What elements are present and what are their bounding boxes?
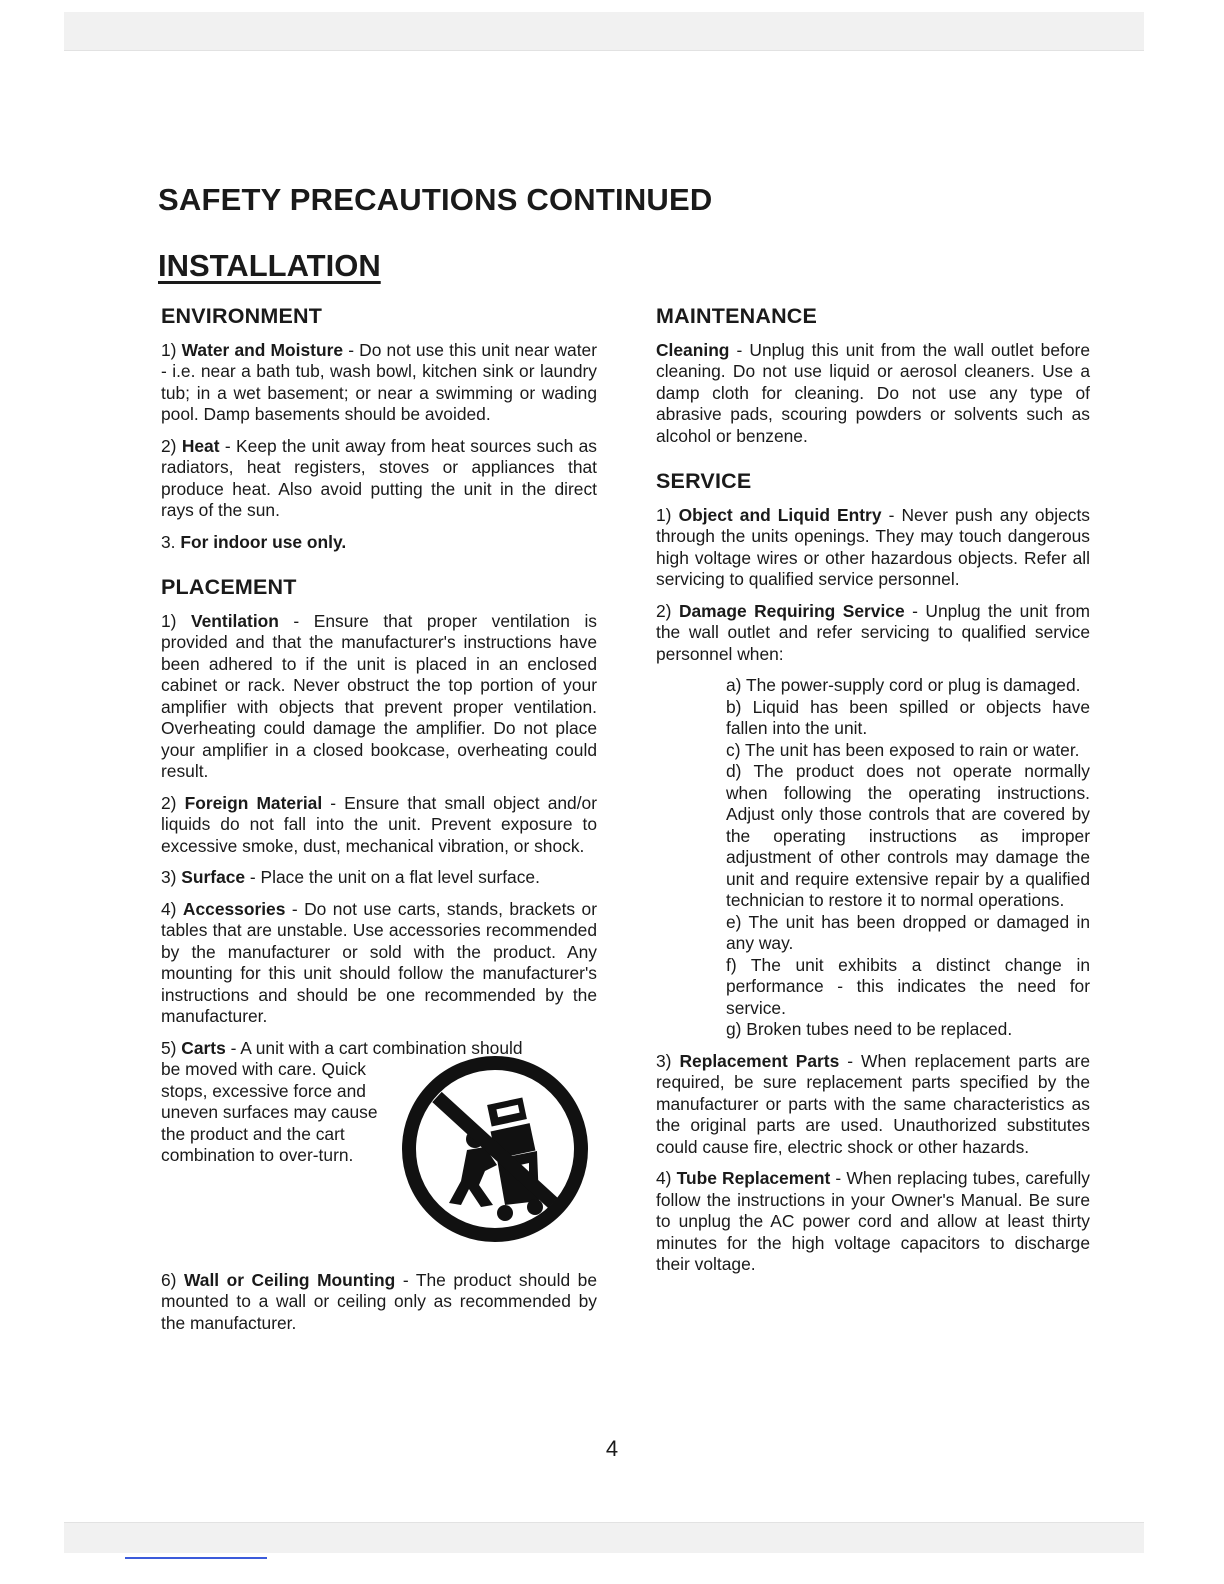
- environment-item-2: 2) Heat - Keep the unit away from heat sources such as radiators, heat registers, stoves or appliances that produce heat. Also avoid putting the unit in the direct rays of the sun.: [161, 435, 597, 520]
- page-title: SAFETY PRECAUTIONS CONTINUED: [158, 182, 713, 217]
- environment-item-3: 3. For indoor use only.: [161, 531, 347, 552]
- condition-d: d) The product does not operate normally when following the operating instructions. Adjust only those controls that are covered by the operating instructions as improper adjustment of other controls may damage the unit and require extensive repair by a qualified technician to restore it to normal operations.: [726, 761, 1090, 910]
- scan-footer-band: [64, 1522, 1144, 1553]
- placement-item-1: 1) Ventilation - Ensure that proper ventilation is provided and that the manufacturer's instructions have been adhered to if the unit is placed in an enclosed cabinet or rack. Never obstruct the top portion of your amplifier with objects that prevent proper ventilation. Overheating could damage the amplifier. Do not place your amplifier in a closed bookcase, overheating could result.: [161, 610, 598, 781]
- condition-g: g) Broken tubes need to be replaced.: [726, 1019, 1013, 1039]
- condition-e: e) The unit has been dropped or damaged in any way.: [726, 911, 1090, 953]
- condition-c: c) The unit has been exposed to rain or water.: [726, 739, 1080, 760]
- condition-a: a) The power-supply cord or plug is damaged.: [726, 675, 1081, 695]
- placement-item-6: 6) Wall or Ceiling Mounting - The product should be mounted to a wall or ceiling only as recommended by the manufacturer.: [161, 1269, 598, 1333]
- carts-text: be moved with care. Quick stops, excessive force and uneven surfaces may cause the product and the cart combination to over-turn.: [161, 1059, 378, 1165]
- left-column: [161, 306, 597, 1344]
- service-item-2: 2) Damage Requiring Service - Unplug the unit from the wall outlet and refer servicing to qualified service personnel when:: [656, 600, 1090, 664]
- condition-b: b) Liquid has been spilled or objects have fallen into the unit.: [726, 696, 1090, 738]
- page-number: 4: [605, 1436, 619, 1461]
- environment-heading: ENVIRONMENT: [161, 304, 323, 328]
- right-column: [656, 306, 1090, 1286]
- section-heading: INSTALLATION: [158, 248, 381, 283]
- placement-item-4: 4) Accessories - Do not use carts, stands, brackets or tables that are unstable. Use accessories recommended by the manufacturer or sold with the product. Any mounting for this unit should follow the manufacturer's instructions and should be one recommended by the manufacturer.: [161, 898, 598, 1026]
- service-conditions-list: [726, 675, 1090, 1041]
- condition-f: f) The unit exhibits a distinct change in performance - this indicates the need for service.: [726, 954, 1090, 1018]
- service-item-3: 3) Replacement Parts - When replacement parts are required, be sure replacement parts specified by the manufacturer or parts with the same characteristics as the original parts are used. Unauthorized substitutes could cause fire, electric shock or other hazards.: [656, 1050, 1090, 1157]
- maintenance-heading: MAINTENANCE: [656, 304, 818, 328]
- placement-item-3: 3) Surface - Place the unit on a flat level surface.: [161, 867, 540, 887]
- scan-header-band: [64, 12, 1144, 51]
- scan-edge-line: [125, 1557, 267, 1559]
- placement-item-2: 2) Foreign Material - Ensure that small object and/or liquids do not fall into the unit. Prevent exposure to excessive smoke, dust, mechanical vibration, or shock.: [161, 792, 597, 856]
- placement-heading: PLACEMENT: [161, 575, 297, 599]
- carts-first-line: 5) Carts - A unit with a cart combination should: [161, 1037, 523, 1058]
- carts-item: [161, 1038, 597, 1260]
- environment-item-1: 1) Water and Moisture - Do not use this unit near water - i.e. near a bath tub, wash bowl, kitchen sink or laundry tub; in a wet basement; or near a swimming or wading pool. Damp basements should be avoided.: [161, 339, 598, 424]
- maintenance-cleaning: Cleaning - Unplug this unit from the wall outlet before cleaning. Do not use liquid or aerosol cleaners. Use a damp cloth for cleaning. Do not use any type of abrasive pads, scouring powders or solvents such as alcohol or benzene.: [656, 339, 1090, 446]
- service-item-4: 4) Tube Replacement - When replacing tubes, carefully follow the instructions in your Owner's Manual. Be sure to unplug the AC power cord and allow at least thirty minutes for the high voltage capacitors to discharge their voltage.: [656, 1168, 1090, 1274]
- no-cart-tipover-icon: [401, 1055, 589, 1243]
- service-item-1: 1) Object and Liquid Entry - Never push any objects through the units openings. They may touch dangerous high voltage wires or other hazardous objects. Refer all servicing to qualified service personnel.: [656, 504, 1091, 589]
- service-heading: SERVICE: [656, 469, 752, 493]
